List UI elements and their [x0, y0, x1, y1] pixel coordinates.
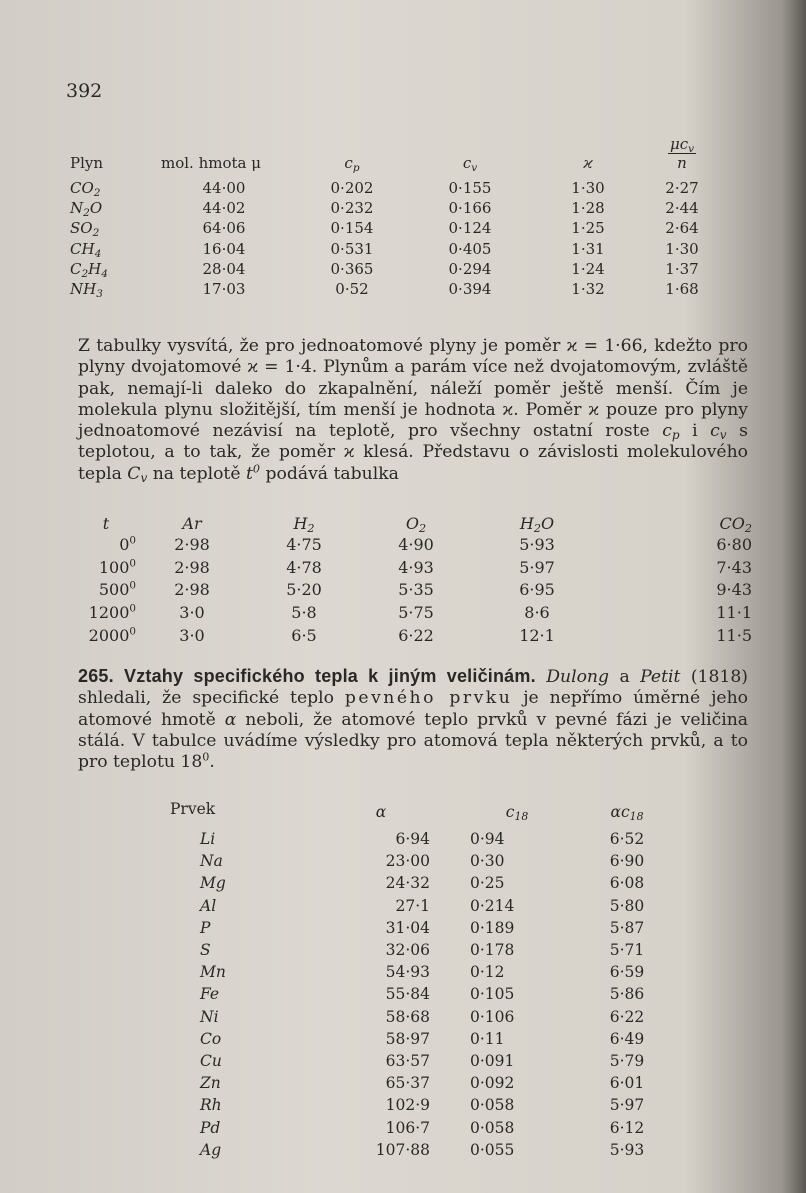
cell-atomic-heat: 5·79 [609, 1051, 645, 1070]
cell-atomic-mass: 65·37 [385, 1074, 430, 1093]
col-header-ar: Ar [182, 513, 202, 533]
cell-o2: 5·35 [398, 580, 434, 600]
cell-ratio: 1·30 [665, 239, 699, 258]
cell-element: Li [200, 830, 216, 849]
cell-kappa: 1·32 [571, 280, 605, 299]
cell-h2: 4·75 [286, 535, 322, 555]
cell-o2: 4·90 [398, 535, 434, 555]
cell-cp: 0·531 [330, 239, 374, 258]
cell-mu: 17·03 [202, 280, 246, 299]
table-row [170, 828, 672, 850]
cell-kappa: 1·31 [571, 239, 605, 258]
gas-formula: $N_2O$ [70, 199, 103, 220]
table-row [76, 534, 752, 557]
cell-ar: 2·98 [174, 557, 210, 577]
table-row [170, 1139, 672, 1161]
table-row [170, 983, 672, 1005]
cell-c18: 0·94 [470, 830, 505, 849]
cell-mu: 28·04 [202, 259, 246, 278]
col-header-cv: $c_v$ [462, 154, 478, 174]
cell-h2o: 5·93 [519, 535, 555, 555]
cell-ratio: 1·68 [665, 280, 699, 299]
col-header-element: Prvek [170, 800, 216, 818]
col-header-alpha-c18: $\alpha c_{18}$ [610, 803, 644, 823]
cell-co2: 7·43 [716, 557, 752, 577]
section-title: 265. Vztahy specifického tepla k jiným veličinám. [78, 666, 536, 686]
table-row [170, 1006, 672, 1028]
table-row [70, 218, 717, 238]
cell-atomic-heat: 5·93 [609, 1140, 645, 1159]
cell-cp: 0·154 [330, 219, 374, 238]
cell-c18: 0·12 [470, 963, 505, 982]
cell-cp: 0·365 [330, 259, 374, 278]
cell-atomic-heat: 5·80 [609, 896, 645, 915]
cell-atomic-heat: 6·49 [609, 1029, 645, 1048]
cell-kappa: 1·28 [571, 199, 605, 218]
cell-ratio: 1·37 [665, 259, 699, 278]
atomic-heat-table [170, 796, 672, 1161]
table-row [170, 1116, 672, 1138]
cell-atomic-mass: 32·06 [385, 941, 430, 960]
col-header-alpha: α [375, 803, 387, 821]
col-header-o2: $O_2$ [405, 513, 427, 535]
cell-atomic-heat: 6·12 [609, 1118, 645, 1137]
cell-c18: 0·178 [470, 941, 515, 960]
cell-cv: 0·166 [448, 199, 492, 218]
table-row [70, 259, 717, 279]
table-row [170, 1050, 672, 1072]
cell-temperature: 2000$^0$ [88, 625, 136, 645]
col-header-t: t [102, 513, 110, 533]
cell-element: Pd [200, 1118, 221, 1137]
cell-cv: 0·124 [448, 219, 492, 238]
cell-atomic-mass: 63·57 [385, 1051, 430, 1070]
cell-atomic-mass: 58·97 [385, 1029, 430, 1048]
table-row [170, 961, 672, 983]
cell-element: Al [200, 896, 217, 915]
cell-c18: 0·11 [470, 1029, 505, 1048]
cell-cv: 0·155 [448, 179, 492, 198]
cell-o2: 4·93 [398, 557, 434, 577]
table-row [170, 1094, 672, 1116]
table-row [76, 624, 752, 647]
cell-co2: 11·5 [716, 625, 752, 645]
cell-element: Mg [200, 874, 226, 893]
cell-ar: 3·0 [179, 625, 205, 645]
cell-element: Na [200, 852, 223, 871]
cell-ar: 3·0 [179, 603, 205, 623]
cell-ratio: 2·64 [665, 219, 699, 238]
col-header-gas: Plyn [70, 154, 104, 172]
cell-atomic-mass: 6·94 [395, 830, 430, 849]
table-header-row [76, 512, 752, 534]
cell-element: Ag [200, 1140, 222, 1159]
molecular-heat-table [76, 512, 752, 647]
cell-atomic-heat: 5·97 [609, 1096, 645, 1115]
cell-element: Co [200, 1029, 222, 1048]
table-row [170, 1072, 672, 1094]
table-row [170, 939, 672, 961]
table-row [70, 198, 717, 218]
cell-h2o: 12·1 [519, 625, 555, 645]
cell-atomic-mass: 31·04 [385, 918, 430, 937]
cell-atomic-mass: 106·7 [385, 1118, 430, 1137]
table-row [70, 239, 717, 259]
cell-cv: 0·394 [448, 280, 492, 299]
cell-h2o: 8·6 [524, 603, 550, 623]
cell-atomic-mass: 24·32 [385, 874, 430, 893]
cell-ratio: 2·44 [665, 199, 699, 218]
cell-c18: 0·092 [470, 1074, 515, 1093]
cell-atomic-heat: 6·90 [609, 852, 645, 871]
cell-ratio: 2·27 [665, 179, 699, 198]
table-row [170, 850, 672, 872]
cell-element: Cu [200, 1051, 222, 1070]
cell-mu: 64·06 [202, 219, 246, 238]
gas-formula: $NH_3$ [70, 280, 103, 301]
cell-atomic-mass: 54·93 [385, 963, 430, 982]
cell-atomic-heat: 5·71 [609, 941, 645, 960]
table-row [170, 872, 672, 894]
cell-cp: 0·232 [330, 199, 374, 218]
fraction: $\frac{\mu c_v}{n}$ [669, 135, 695, 172]
col-header-ratio [647, 128, 717, 178]
cell-co2: 9·43 [716, 580, 752, 600]
cell-mu: 16·04 [202, 239, 246, 258]
cell-temperature: $0^0$ [119, 534, 136, 555]
table-header-row [70, 128, 717, 178]
cell-element: S [200, 941, 211, 960]
cell-atomic-mass: 55·84 [385, 985, 430, 1004]
gas-formula: $SO_2$ [70, 219, 100, 240]
cell-c18: 0·055 [470, 1140, 515, 1159]
cell-c18: 0·058 [470, 1118, 515, 1137]
cell-mu: 44·00 [202, 179, 246, 198]
cell-atomic-heat: 6·01 [609, 1074, 645, 1093]
table-row [70, 279, 717, 299]
gas-formula: $CO_2$ [70, 179, 101, 200]
cell-element: Fe [200, 985, 220, 1004]
col-header-kappa: ϰ [583, 154, 593, 172]
cell-o2: 5·75 [398, 603, 434, 623]
cell-h2: 5·8 [291, 603, 317, 623]
cell-mu: 44·02 [202, 199, 246, 218]
section-265-paragraph: 265. Vztahy specifického tepla k jiným veličinám. Dulong a Petit (1818) shledali, že specifické teplo pevného prvku je nepřímo úměrné jeho atomové hmotě α neboli, že atomové teplo prvků v pevné fázi je veličina stálá. V tabulce uvádíme výsledky pro atomová tepla některých prvků, a to pro teplotu $18^0$. [78, 666, 749, 773]
cell-temperature: $100^0$ [98, 557, 136, 577]
cell-co2: 6·80 [716, 535, 752, 555]
cell-c18: 0·105 [470, 985, 515, 1004]
cell-ar: 2·98 [174, 580, 210, 600]
cell-temperature: $500^0$ [98, 580, 136, 600]
cell-atomic-mass: 102·9 [385, 1096, 430, 1115]
cell-temperature: 1200$^0$ [88, 602, 136, 623]
cell-element: P [200, 918, 211, 937]
cell-h2: 6·5 [291, 625, 317, 645]
cell-element: Rh [200, 1096, 222, 1115]
col-header-cp: $c_p$ [344, 154, 360, 174]
cell-kappa: 1·24 [571, 259, 605, 278]
cell-h2o: 6·95 [519, 580, 555, 600]
col-header-mol-mass: mol. hmota μ [161, 154, 261, 172]
cell-co2: 11·1 [716, 603, 752, 623]
col-header-c18: $c_{18}$ [505, 803, 529, 823]
cell-atomic-heat: 6·59 [609, 963, 645, 982]
cell-cv: 0·405 [448, 239, 492, 258]
cell-atomic-heat: 6·52 [609, 830, 645, 849]
cell-c18: 0·106 [470, 1007, 515, 1026]
table-row [76, 557, 752, 580]
page-number: 392 [66, 80, 103, 102]
table-row [76, 602, 752, 625]
cell-cp: 0·202 [330, 179, 374, 198]
table-row [70, 178, 717, 198]
cell-atomic-mass: 23·00 [385, 852, 430, 871]
cell-c18: 0·189 [470, 918, 515, 937]
cell-cp: 0·52 [335, 280, 369, 299]
gas-specific-heat-table [70, 128, 717, 299]
cell-atomic-heat: 5·87 [609, 918, 645, 937]
table-row [170, 1028, 672, 1050]
table-header-row [170, 796, 672, 828]
cell-h2: 5·20 [286, 580, 322, 600]
cell-element: Zn [200, 1074, 221, 1093]
cell-c18: 0·30 [470, 852, 505, 871]
cell-element: Mn [200, 963, 226, 982]
cell-o2: 6·22 [398, 625, 434, 645]
cell-cv: 0·294 [448, 259, 492, 278]
col-header-co2: $CO_2$ [719, 513, 752, 535]
table-row [170, 895, 672, 917]
cell-atomic-mass: 107·88 [375, 1140, 430, 1159]
cell-element: Ni [200, 1007, 219, 1026]
cell-kappa: 1·25 [571, 219, 605, 238]
cell-h2: 4·78 [286, 557, 322, 577]
cell-h2o: 5·97 [519, 557, 555, 577]
col-header-h2o: $H_2O$ [519, 513, 555, 535]
cell-atomic-heat: 6·22 [609, 1007, 645, 1026]
cell-atomic-heat: 5·86 [609, 985, 645, 1004]
cell-kappa: 1·30 [571, 179, 605, 198]
cell-atomic-heat: 6·08 [609, 874, 645, 893]
col-header-h2: $H_2$ [293, 513, 315, 535]
gas-formula: $C_2H_4$ [70, 259, 108, 280]
gas-formula: $CH_4$ [70, 239, 102, 260]
table-row [170, 917, 672, 939]
cell-atomic-mass: 27·1 [395, 896, 430, 915]
cell-atomic-mass: 58·68 [385, 1007, 430, 1026]
cell-c18: 0·058 [470, 1096, 515, 1115]
cell-ar: 2·98 [174, 535, 210, 555]
cell-c18: 0·25 [470, 874, 505, 893]
paragraph-heat-ratio: Z tabulky vysvítá, že pro jednoatomové plyny je poměr ϰ = 1·66, kdežto pro plyny dvojatomové ϰ = 1·4. Plynům a parám více než dvojatomovým, zvláště pak, nemají-li daleko do zkapalnění, náleží poměr ještě menší. Čím je molekula plynu složitější, tím menší je hodnota ϰ. Poměr ϰ pouze pro plyny jednoatomové nezávisí na teplotě, pro všechny ostatní roste $c_p$ i $c_v$ s teplotou, a to tak, že poměr ϰ klesá. Představu o závislosti molekulového tepla $C_v$ na teplotě $t^0$ podává tabulka [78, 336, 748, 485]
table-row [76, 579, 752, 602]
cell-c18: 0·214 [470, 896, 515, 915]
cell-c18: 0·091 [470, 1051, 515, 1070]
